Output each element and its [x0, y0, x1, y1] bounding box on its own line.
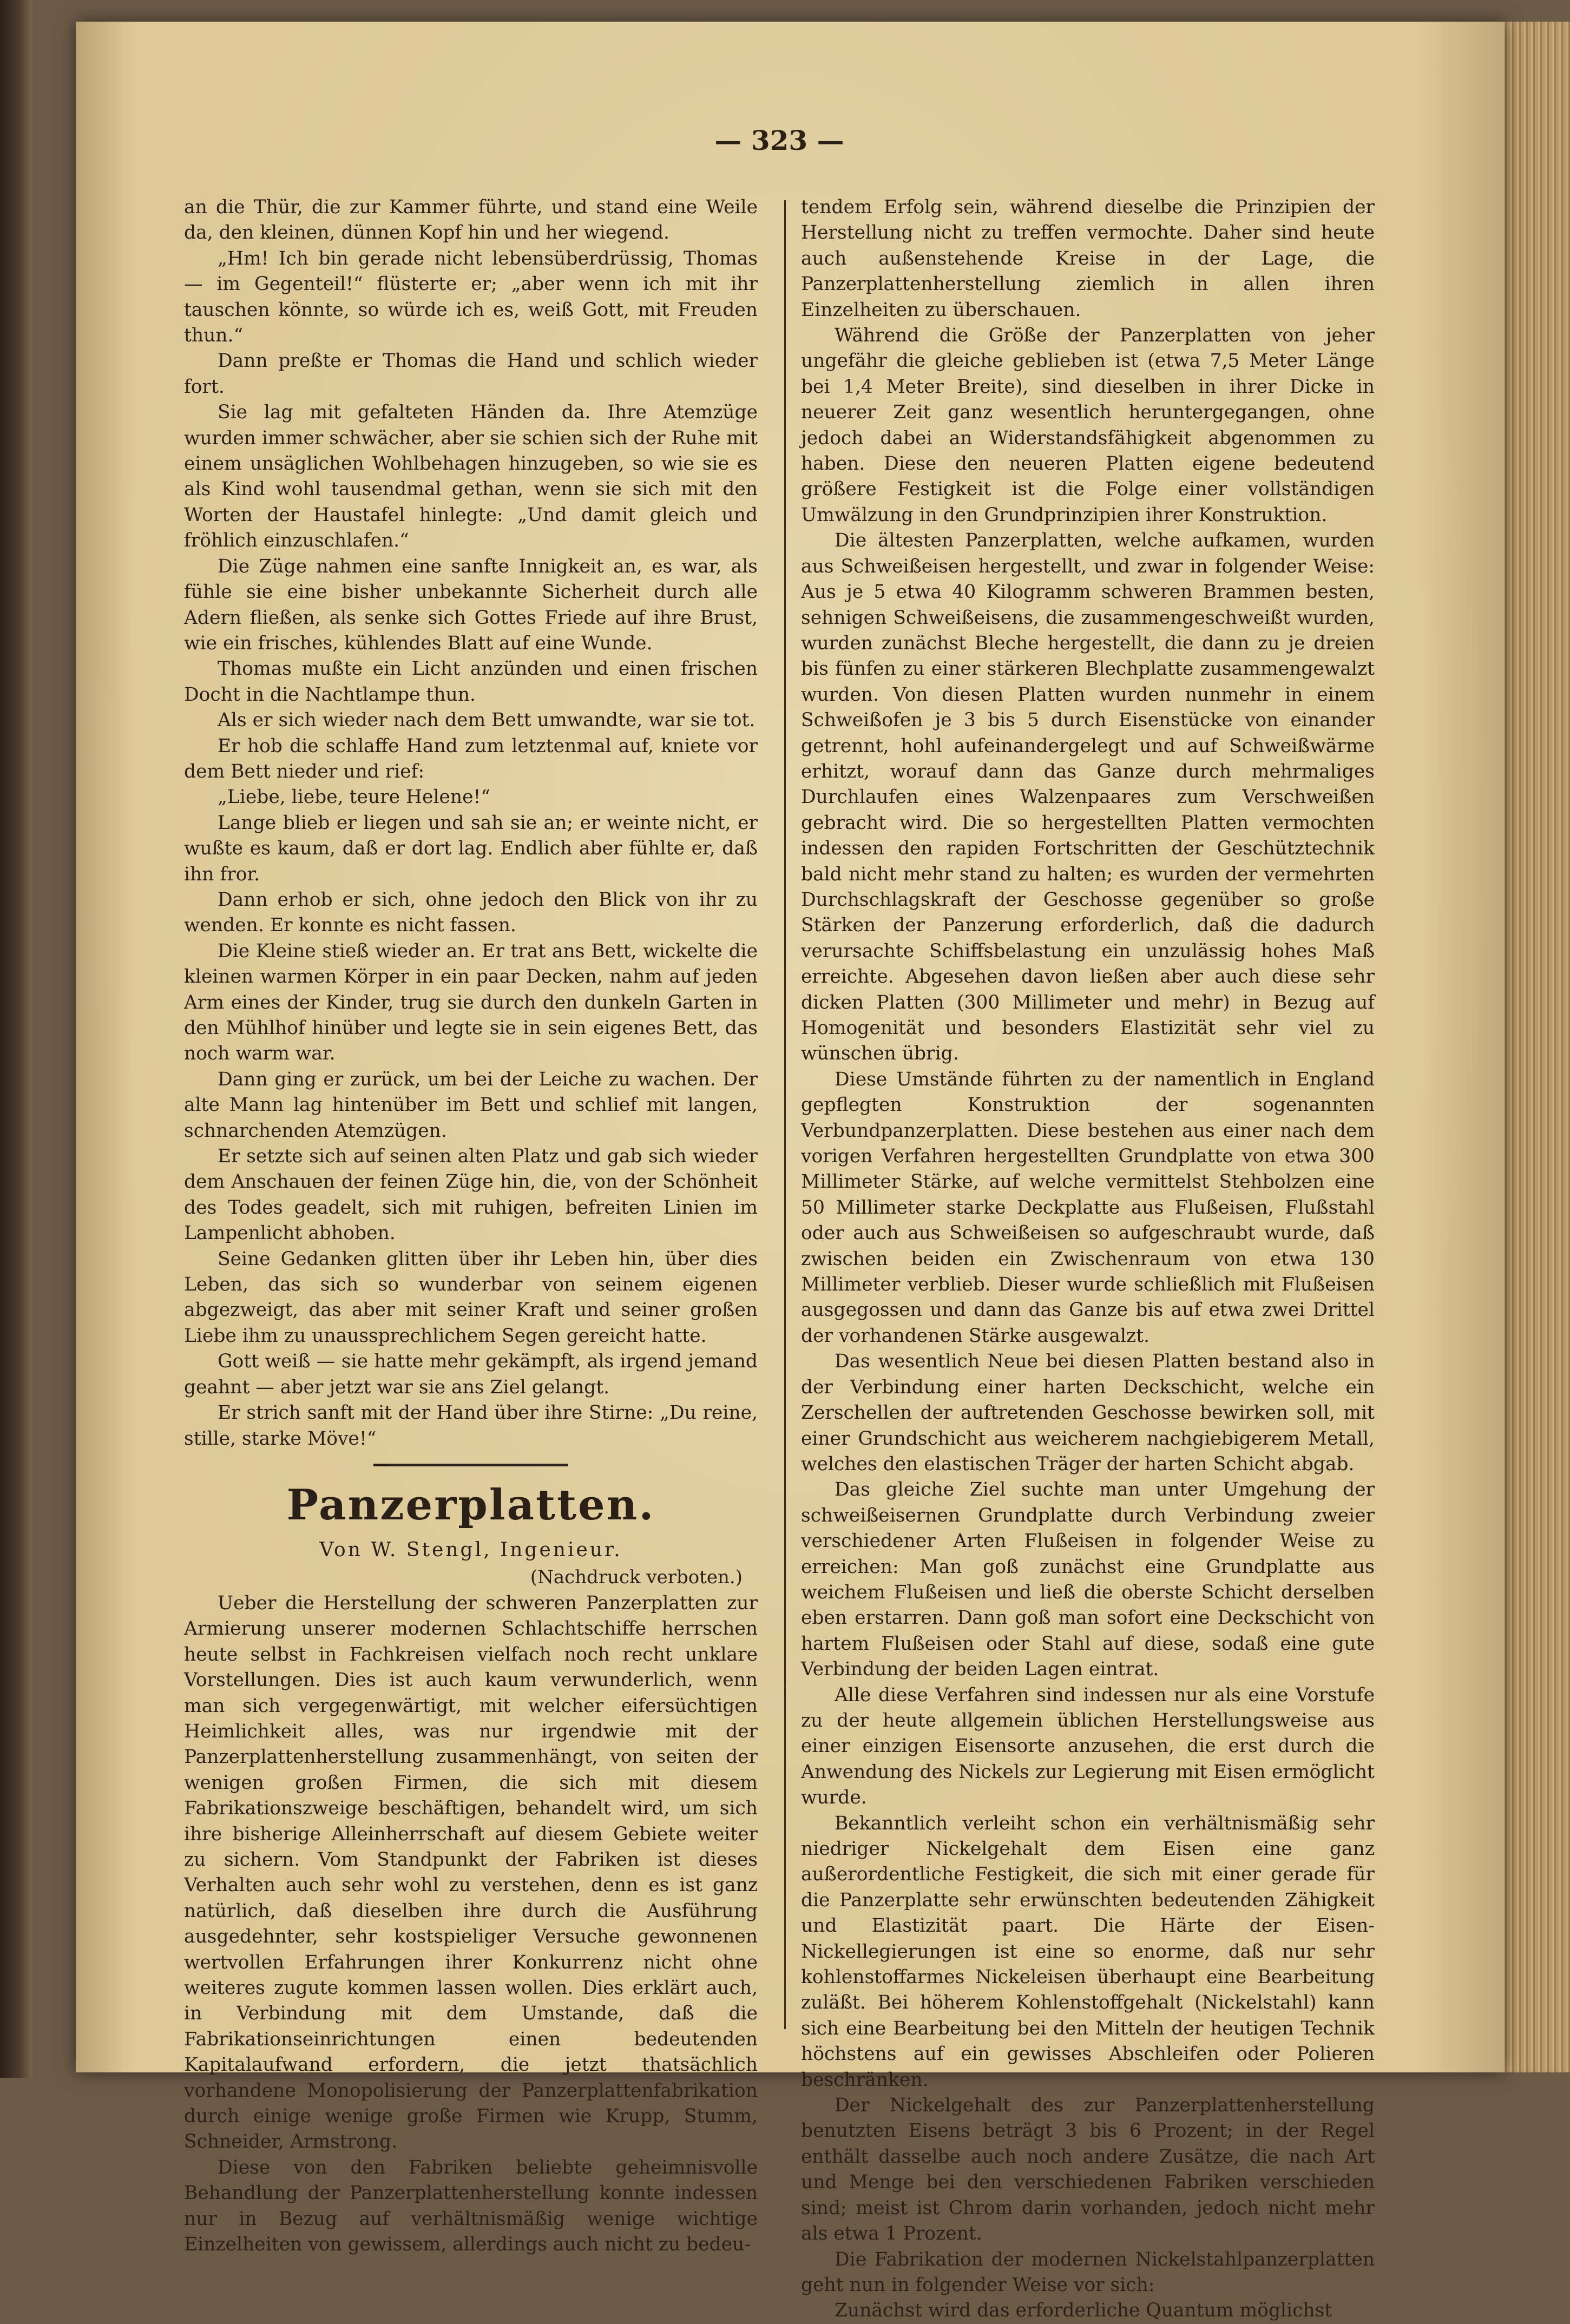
story-paragraph: Er setzte sich auf seinen alten Platz und gab sich wieder dem Anschauen der feinen Züge hin, die, von der Schönheit des Todes geadelt, sich mit ruhigen, befreiten Linien im Lampenlicht abhoben.	[184, 1145, 758, 1245]
article-paragraph: tendem Erfolg sein, während dieselbe die Prinzipien der Herstellung nicht zu treffen vermochte. Daher sind heute auch außenstehende Kreise in der Lage, die Panzerplattenherstellung ziemlich in allen ihren Einzelheiten zu überschauen.	[801, 196, 1375, 321]
story-paragraph: Dann preßte er Thomas die Hand und schlich wieder fort.	[184, 350, 758, 398]
book-spine	[0, 0, 32, 2078]
story-paragraph: Er hob die schlaffe Hand zum letztenmal auf, kniete vor dem Bett nieder und rief:	[184, 735, 758, 782]
article-byline: Von W. Stengl, Ingenieur.	[319, 1538, 622, 1561]
page-edges	[1500, 22, 1570, 2072]
story-paragraph: Lange blieb er liegen und sah sie an; er weinte nicht, er wußte es kaum, daß er dort lag. Endlich aber fühlte er, daß ihn fror.	[184, 812, 758, 885]
story-paragraph: Dann erhob er sich, ohne jedoch den Blick von ihr zu wenden. Er konnte es nicht fassen.	[184, 888, 758, 937]
left-column	[184, 195, 758, 2257]
article-paragraph: Bekanntlich verleiht schon ein verhältnismäßig sehr niedriger Nickelgehalt dem Eisen eine ganz außerordentliche Festigkeit, die sich mit einer gerade für die Panzerplatte sehr erwünschten bedeutenden Zähigkeit und Elastizität paart. Die Härte der Eisen-Nickellegierungen ist eine so enorme, daß nur sehr kohlenstoffarmes Nickeleisen überhaupt eine Bearbeitung zuläßt. Bei höherem Kohlenstoffgehalt (Nickelstahl) kann sich eine Bearbeitung bei den Mitteln der heutigen Technik höchstens auf ein gewisses Abschleifen oder Polieren beschränken.	[801, 1812, 1375, 2091]
story-paragraph: Dann ging er zurück, um bei der Leiche zu wachen. Der alte Mann lag hintenüber im Bett und schlief mit langen, schnarchenden Atemzügen.	[184, 1068, 758, 1142]
story-paragraph: an die Thür, die zur Kammer führte, und stand eine Weile da, den kleinen, dünnen Kopf hin und her wiegend.	[184, 196, 758, 244]
story-paragraph: Seine Gedanken glitten über ihr Leben hin, über dies Leben, das sich so wunderbar von seinem eigenen abgezweigt, das aber mit seiner Kraft und seiner großen Liebe ihm zu unaussprechlichem Segen gereicht hatte.	[184, 1248, 758, 1347]
article-title: Panzerplatten.	[286, 1480, 655, 1530]
right-column	[801, 195, 1375, 2324]
article-paragraph: Die Fabrikation der modernen Nickelstahlpanzerplatten geht nun in folgender Weise vor sich:	[801, 2248, 1375, 2296]
article-paragraph: Das wesentlich Neue bei diesen Platten bestand also in der Verbindung einer harten Deckschicht, welche ein Zerschellen der auftretenden Geschosse bewirken soll, mit einer Grundschicht aus weicherem nachgiebigerem Metall, welches den elastischen Träger der harten Schicht abgab.	[801, 1351, 1375, 1475]
story-paragraph: Die Kleine stieß wieder an. Er trat ans Bett, wickelte die kleinen warmen Körper in ein paar Decken, nahm auf jeden Arm eines der Kinder, trug sie durch den dunkeln Garten in den Mühlhof hinüber und legte sie in sein eigenes Bett, das noch warm war.	[184, 940, 758, 1065]
article-paragraph: Ueber die Herstellung der schweren Panzerplatten zur Armierung unserer modernen Schlachtschiffe herrschen heute selbst in Fachkreisen vielfach noch recht unklare Vorstellungen. Dies ist auch kaum verwunderlich, wenn man sich vergegenwärtigt, mit welcher eifersüchtigen Heimlichkeit alles, was nur irgendwie mit der Panzerplattenherstellung zusammenhängt, von seiten der wenigen großen Firmen, die sich mit diesem Fabrikationszweige beschäftigen, behandelt wird, um sich ihre bisherige Alleinherrschaft auf diesem Gebiete weiter zu sichern. Vom Standpunkt der Fabriken ist dieses Verhalten auch sehr wohl zu verstehen, denn es ist ganz natürlich, daß dieselben ihre durch die Ausführung ausgedehnter, sehr kostspieliger Versuche gewonnenen wertvollen Erfahrungen ihrer Konkurrenz nicht ohne weiteres zugute kommen lassen wollen. Dies erklärt auch, in Verbindung mit dem Umstande, daß die Fabrikationseinrichtungen einen bedeutenden Kapitalaufwand erfordern, die jetzt thatsächlich vorhandene Monopolisierung der Panzerplattenfabrikation durch einige wenige große Firmen wie Krupp, Stumm, Schneider, Armstrong.	[184, 1592, 758, 2153]
reprint-notice: (Nachdruck verboten.)	[530, 1566, 743, 1588]
article-paragraph: Die ältesten Panzerplatten, welche aufkamen, wurden aus Schweißeisen hergestellt, und zwar in folgender Weise: Aus je 5 etwa 40 Kilogramm schweren Brammen besten, sehnigen Schweißeisens, die zusammengeschweißt wurden, wurden zunächst Bleche hergestellt, die dann zu je dreien bis fünfen zu einer stärkeren Blechplatte zusammengewalzt wurden. Von diesen Platten wurden nunmehr in einem Schweißofen je 3 bis 5 durch Eisenstücke von einander getrennt, hohl aufeinandergelegt und auf Schweißwärme erhitzt, worauf dann das Ganze durch mehrmaliges Durchlaufen eines Walzenpaares zum Verschweißen gebracht wird. Die so hergestellten Platten vermochten indessen den rapiden Fortschritten der Geschütztechnik bald nicht mehr stand zu halten; es wurden der vermehrten Durchschlagskraft der Geschosse gegenüber so große Stärken der Panzerung erforderlich, daß die dadurch verursachte Schiffsbelastung ein unzulässig hohes Maß erreichte. Abgesehen davon ließen aber auch diese sehr dicken Platten (300 Millimeter und mehr) in Bezug auf Homogenität und besonders Elastizität sehr viel zu wünschen übrig.	[801, 530, 1375, 1065]
article-paragraph: Zunächst wird das erforderliche Quantum möglichst	[835, 2300, 1332, 2322]
story-paragraph: Er strich sanft mit der Hand über ihre Stirne: „Du reine, stille, starke Möve!“	[184, 1402, 758, 1450]
article-paragraph: Das gleiche Ziel suchte man unter Umgehung der schweißeisernen Grundplatte durch Verbindung zweier verschiedener Arten Flußeisen in folgender Weise zu erreichen: Man goß zunächst eine Grundplatte aus weichem Flußeisen und ließ die oberste Schicht derselben eben erstarren. Dann goß man sofort eine Deckschicht von hartem Flußeisen oder Stahl auf diese, sodaß eine gute Verbindung der beiden Lagen eintrat.	[801, 1479, 1375, 1681]
article-paragraph: Während die Größe der Panzerplatten von jeher ungefähr die gleiche geblieben ist (etwa 7,5 Meter Länge bei 1,4 Meter Breite), sind dieselben in ihrer Dicke in neuerer Zeit ganz wesentlich heruntergegangen, ohne jedoch dabei an Widerstandsfähigkeit abgenommen zu haben. Diese den neueren Platten eigene bedeutend größere Festigkeit ist die Folge einer vollständigen Umwälzung in den Grundprinzipien ihrer Konstruktion.	[801, 325, 1375, 526]
story-paragraph: Als er sich wieder nach dem Bett umwandte, war sie tot.	[218, 709, 756, 732]
page-number: — 323 —	[714, 124, 844, 156]
story-paragraph: Gott weiß — sie hatte mehr gekämpft, als irgend jemand geahnt — aber jetzt war sie ans Ziel gelangt.	[184, 1351, 758, 1398]
story-paragraph: „Liebe, liebe, teure Helene!“	[218, 786, 491, 808]
story-paragraph: Die Züge nahmen eine sanfte Innigkeit an, es war, als fühle sie eine bisher unbekannte Sicherheit durch alle Adern fließen, als senke sich Gottes Friede auf ihre Brust, wie ein frisches, kühlendes Blatt auf eine Wunde.	[184, 555, 758, 654]
story-paragraph: Sie lag mit gefalteten Händen da. Ihre Atemzüge wurden immer schwächer, aber sie schien sich der Ruhe mit einem unsäglichen Wohlbehagen hinzugeben, so wie sie es als Kind wohl tausendmal gethan, wenn sie sich mit den Worten der Haustafel hinlegte: „Und damit gleich und fröhlich einzuschlafen.“	[184, 401, 758, 552]
article-paragraph: Diese von den Fabriken beliebte geheimnisvolle Behandlung der Panzerplattenherstellung konnte indessen nur in Bezug auf verhältnismäßig wenige wichtige Einzelheiten von gewissem, allerdings auch nicht zu bedeu-	[184, 2156, 758, 2256]
section-divider	[373, 1464, 568, 1466]
article-paragraph: Diese Umstände führten zu der namentlich in England gepflegten Konstruktion der sogenannten Verbundpanzerplatten. Diese bestehen aus einer nach dem vorigen Verfahren hergestellten Grundplatte von etwa 300 Millimeter Stärke, auf welche vermittelst Stehbolzen eine 50 Millimeter starke Deckplatte aus Flußeisen, Flußstahl oder auch aus Schweißeisen so aufgeschraubt wurde, daß zwischen beiden ein Zwischenraum von etwa 130 Millimeter verblieb. Dieser wurde schließlich mit Flußeisen ausgegossen und dann das Ganze bis auf etwa zwei Drittel der vorhandenen Stärke ausgewalzt.	[801, 1068, 1375, 1347]
story-paragraph: „Hm! Ich bin gerade nicht lebensüberdrüssig, Thomas — im Gegenteil!“ flüsterte er; „aber wenn ich mit ihr tauschen könnte, so würde ich es, weiß Gott, mit Freuden thun.“	[184, 247, 758, 347]
story-paragraph: Thomas mußte ein Licht anzünden und einen frischen Docht in die Nachtlampe thun.	[184, 658, 758, 706]
article-paragraph: Alle diese Verfahren sind indessen nur als eine Vorstufe zu der heute allgemein üblichen Herstellungsweise aus einer einzigen Eisensorte anzusehen, die erst durch die Anwendung des Nickels zur Legierung mit Eisen ermöglicht wurde.	[801, 1684, 1375, 1809]
article-paragraph: Der Nickelgehalt des zur Panzerplattenherstellung benutzten Eisens beträgt 3 bis 6 Prozent; in der Regel enthält dasselbe auch noch andere Zusätze, die nach Art und Menge bei den verschiedenen Fabriken verschieden sind; meist ist Chrom darin vorhanden, jedoch nicht mehr als etwa 1 Prozent.	[801, 2095, 1375, 2245]
column-rule	[784, 200, 786, 2029]
